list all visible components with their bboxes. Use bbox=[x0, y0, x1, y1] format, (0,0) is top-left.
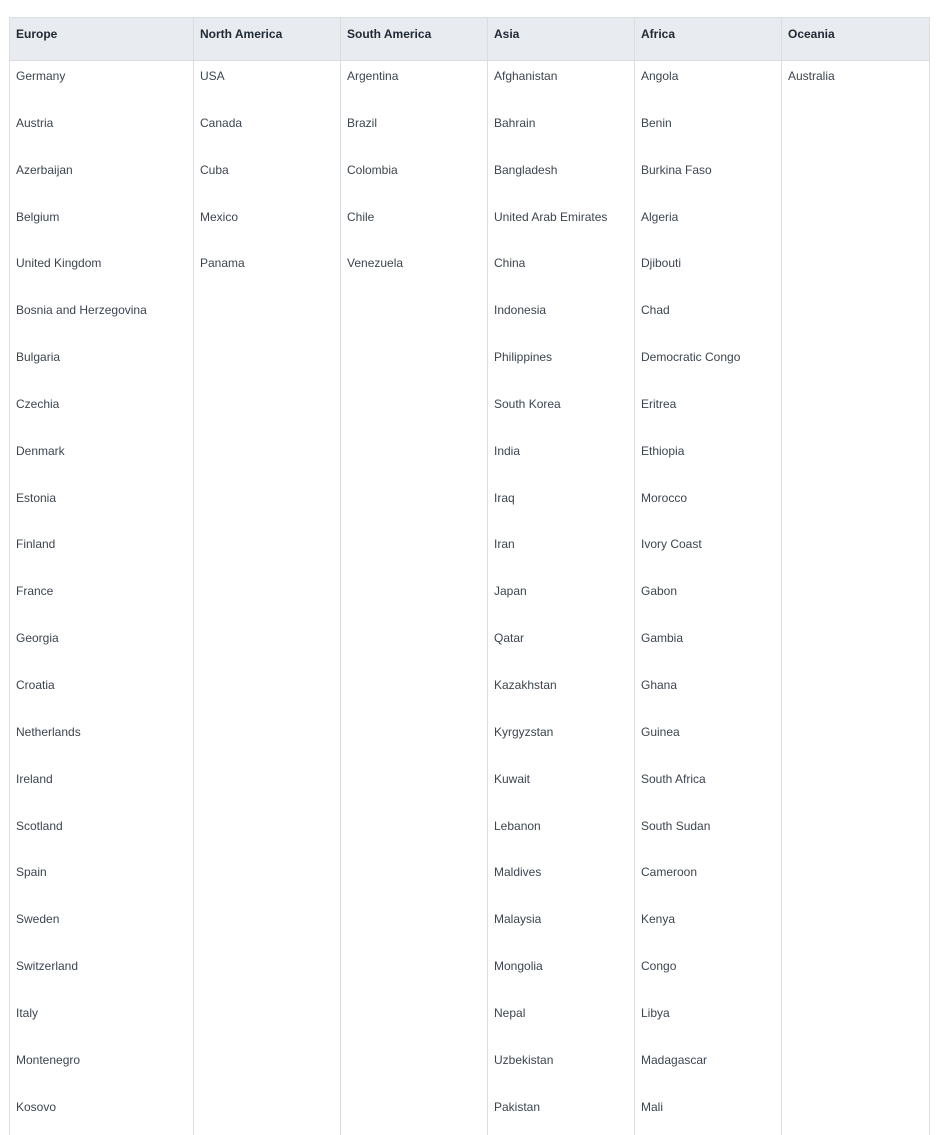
column-europe bbox=[10, 61, 194, 1135]
table-cell: Maldives bbox=[494, 865, 542, 880]
column-asia bbox=[488, 61, 635, 1135]
table-cell: Djibouti bbox=[641, 256, 682, 271]
table-cell: Qatar bbox=[494, 631, 525, 646]
table-cell: Panama bbox=[200, 256, 245, 271]
table-cell: Mexico bbox=[200, 209, 239, 224]
table-cell: Bulgaria bbox=[16, 350, 61, 365]
table-cell: Iran bbox=[494, 537, 515, 552]
column-south-america bbox=[341, 61, 488, 1135]
table-cell: Algeria bbox=[641, 209, 679, 224]
table-cell: China bbox=[494, 256, 526, 271]
table-cell: Ivory Coast bbox=[641, 537, 702, 552]
table-cell: Chad bbox=[641, 303, 670, 318]
table-cell: Ghana bbox=[641, 677, 678, 692]
table-cell: Canada bbox=[200, 115, 243, 130]
column-north-america bbox=[194, 61, 341, 1135]
table-cell: USA bbox=[200, 69, 225, 83]
table-cell: Chile bbox=[347, 209, 375, 224]
table-cell: Brazil bbox=[347, 115, 378, 130]
table-cell: Iraq bbox=[494, 490, 515, 505]
table-cell: Switzerland bbox=[16, 959, 79, 974]
table-cell: Libya bbox=[641, 1005, 670, 1020]
table-cell: Angola bbox=[641, 69, 679, 83]
table-cell: Kazakhstan bbox=[494, 677, 557, 692]
column-header-north-america: North America bbox=[194, 18, 341, 60]
table-cell: Austria bbox=[16, 115, 54, 130]
table-cell: South Korea bbox=[494, 396, 561, 411]
table-cell: Kyrgyzstan bbox=[494, 724, 554, 739]
column-header-africa: Africa bbox=[635, 18, 782, 60]
table-cell: Montenegro bbox=[16, 1052, 81, 1067]
table-cell: Kenya bbox=[641, 912, 676, 927]
table-cell: Gambia bbox=[641, 631, 684, 646]
table-cell: Croatia bbox=[16, 677, 55, 692]
table-cell: Mongolia bbox=[494, 959, 543, 974]
table-cell: Burkina Faso bbox=[641, 162, 712, 177]
table-header-row bbox=[10, 18, 929, 61]
table-cell: Spain bbox=[16, 865, 47, 880]
table-cell: Benin bbox=[641, 115, 672, 130]
table-cell: Democratic Congo bbox=[641, 350, 741, 365]
table-cell: Argentina bbox=[347, 69, 399, 83]
table-cell: Bosnia and Herzegovina bbox=[16, 303, 147, 318]
table-cell: Malaysia bbox=[494, 912, 542, 927]
table-cell: Cuba bbox=[200, 162, 229, 177]
table-cell: Gabon bbox=[641, 584, 678, 599]
countries-table bbox=[9, 17, 930, 1135]
column-header-asia: Asia bbox=[488, 18, 635, 60]
table-cell: Kosovo bbox=[16, 1099, 57, 1114]
table-cell: Italy bbox=[16, 1005, 39, 1020]
table-cell: Afghanistan bbox=[494, 69, 558, 83]
table-cell: Scotland bbox=[16, 818, 63, 833]
table-cell: United Arab Emirates bbox=[494, 209, 608, 224]
table-cell: United Kingdom bbox=[16, 256, 102, 271]
table-cell: Ethiopia bbox=[641, 443, 685, 458]
table-body bbox=[10, 61, 929, 1135]
column-header-europe: Europe bbox=[10, 18, 194, 60]
table-cell: Bangladesh bbox=[494, 162, 558, 177]
table-cell: Nepal bbox=[494, 1005, 526, 1020]
table-cell: Bahrain bbox=[494, 115, 536, 130]
table-cell: Belgium bbox=[16, 209, 60, 224]
table-cell: Netherlands bbox=[16, 724, 81, 739]
table-cell: Mali bbox=[641, 1099, 664, 1114]
table-cell: Philippines bbox=[494, 350, 553, 365]
table-cell: Australia bbox=[788, 69, 835, 83]
table-cell: Sweden bbox=[16, 912, 60, 927]
table-cell: Denmark bbox=[16, 443, 65, 458]
table-cell: Colombia bbox=[347, 162, 398, 177]
table-cell: Germany bbox=[16, 69, 66, 83]
table-cell: Eritrea bbox=[641, 396, 677, 411]
table-cell: India bbox=[494, 443, 521, 458]
table-cell: Pakistan bbox=[494, 1099, 541, 1114]
table-cell: Finland bbox=[16, 537, 56, 552]
table-cell: Estonia bbox=[16, 490, 57, 505]
table-cell: Madagascar bbox=[641, 1052, 708, 1067]
column-header-oceania: Oceania bbox=[788, 27, 835, 41]
table-cell: South Sudan bbox=[641, 818, 711, 833]
table-cell: Lebanon bbox=[494, 818, 541, 833]
table-cell: Indonesia bbox=[494, 303, 547, 318]
table-cell: Czechia bbox=[16, 396, 60, 411]
table-cell: Cameroon bbox=[641, 865, 698, 880]
table-cell: Venezuela bbox=[347, 256, 404, 271]
table-cell: Ireland bbox=[16, 771, 53, 786]
table-cell: Morocco bbox=[641, 490, 688, 505]
table-cell: Congo bbox=[641, 959, 677, 974]
table-cell: Japan bbox=[494, 584, 527, 599]
table-cell: Uzbekistan bbox=[494, 1052, 554, 1067]
column-oceania bbox=[782, 61, 929, 1135]
table-cell: Georgia bbox=[16, 631, 59, 646]
table-cell: South Africa bbox=[641, 771, 706, 786]
table-cell: Azerbaijan bbox=[16, 162, 73, 177]
table-cell: Kuwait bbox=[494, 771, 531, 786]
column-africa bbox=[635, 61, 782, 1135]
table-cell: France bbox=[16, 584, 54, 599]
column-header-south-america: South America bbox=[341, 18, 488, 60]
table-cell: Guinea bbox=[641, 724, 680, 739]
